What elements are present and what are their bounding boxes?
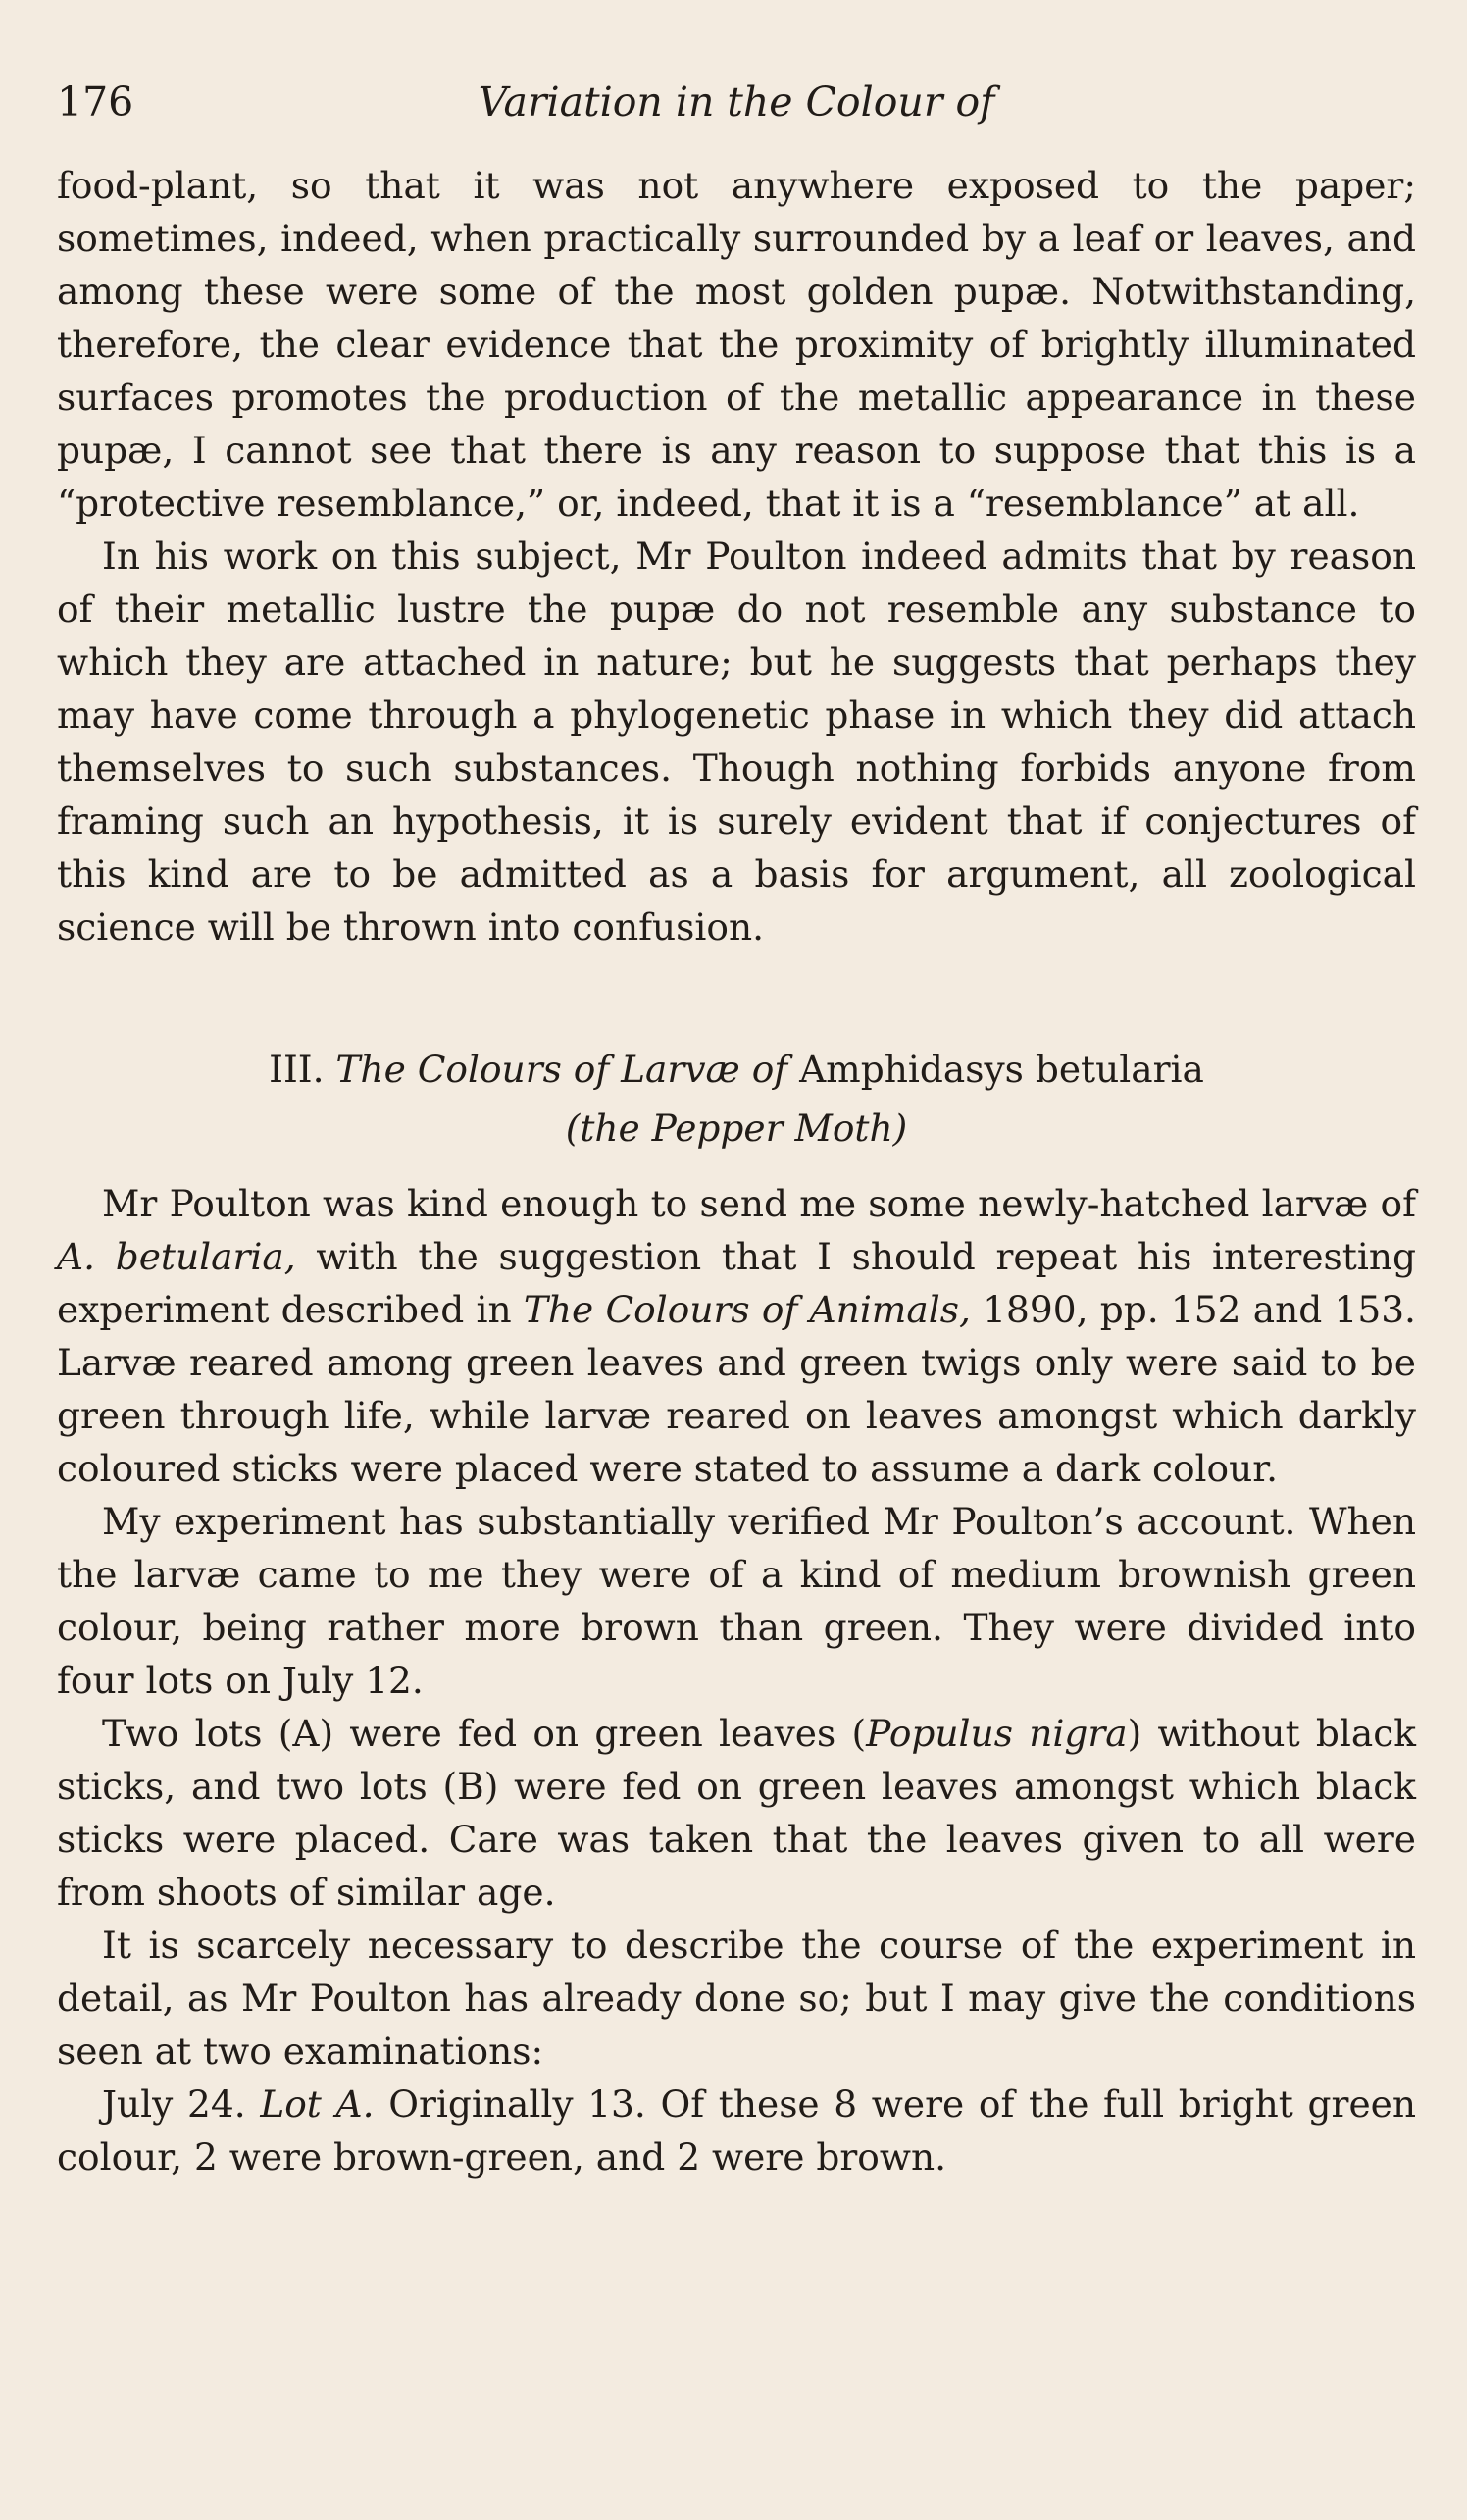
paragraph-7	[57, 2078, 1416, 2184]
running-title: Variation in the Colour of	[478, 78, 995, 126]
section-common-name: (the Pepper Moth)	[565, 1106, 908, 1150]
paragraph-3	[57, 1177, 1416, 1495]
paragraph-6: It is scarcely necessary to describe the course of the experiment in detail, as Mr Poulton has already done so; but I may give the conditions seen at two examinations:	[57, 1924, 1416, 2073]
paragraph-2: In his work on this subject, Mr Poulton indeed admits that by reason of their metallic lustre the pupæ do not resemble any substance to which they are attached in nature; but he suggests that perhaps they may have come through a phylogenetic phase in which they did attach themselves to such substances. Though nothing forbids anyone from framing such an hypothesis, it is surely evident that if conjectures of this kind are to be admitted as a basis for argument, all zoological science will be thrown into confusion.	[57, 535, 1416, 949]
paragraph-3-book-title: The Colours of Animals,	[523, 1288, 971, 1331]
section-heading	[57, 1040, 1416, 1157]
paragraph-1: food-plant, so that it was not anywhere exposed to the paper; sometimes, indeed, when practically surrounded by a leaf or leaves, and among these were some of the most golden pupæ. Notwithstanding, therefore, the clear evidence that the proximity of brightly illuminated surfaces promotes the production of the metallic appearance in these pupæ, I cannot see that there is any reason to suppose that this is a “protective resemblance,” or, indeed, that it is a “resemblance” at all.	[57, 164, 1416, 525]
paragraph-7-date: July 24.	[102, 2083, 261, 2126]
paragraph-5-text-a: Two lots (A) were fed on green leaves (	[102, 1712, 867, 1755]
paragraph-3-text-b: with the suggestion that I should repeat his interesting experiment described in	[57, 1235, 1416, 1331]
paragraph-7-text: Originally 13. Of these 8 were of the full bright green colour, 2 were brown-green, and 2 were brown.	[57, 2083, 1416, 2179]
paragraph-4: My experiment has substantially verified Mr Poulton’s account. When the larvæ came to me they were of a kind of medium brownish green colour, being rather more brown than green. They were divided into four lots on July 12.	[57, 1500, 1416, 1702]
paragraph-3-species: A. betularia,	[57, 1235, 296, 1278]
paragraph-3-text-a: Mr Poulton was kind enough to send me some newly-hatched larvæ of	[102, 1182, 1416, 1225]
section-heading-line-1	[57, 1040, 1416, 1099]
page-number: 176	[57, 78, 134, 126]
paragraph-3-text-c: 1890, pp. 152 and 153. Larvæ reared among green leaves and green twigs only were said to be green through life, while larvæ reared on leaves amongst which darkly coloured sticks were placed were stated to assume a dark colour.	[57, 1288, 1416, 1490]
running-head	[57, 69, 1416, 143]
section-title-italic: The Colours of Larvæ of	[335, 1048, 788, 1091]
section-species: Amphidasys betularia	[799, 1048, 1204, 1091]
paragraph-5-species: Populus nigra	[866, 1712, 1128, 1755]
section-numeral: III.	[269, 1048, 325, 1091]
paragraph-5	[57, 1707, 1416, 1919]
paragraph-7-lot: Lot A.	[260, 2083, 375, 2126]
paragraph-5-text-b: ) without black sticks, and two lots (B) were fed on green leaves amongst which black sticks were placed. Care was taken that the leaves given to all were from shoots of similar age.	[57, 1712, 1416, 1914]
